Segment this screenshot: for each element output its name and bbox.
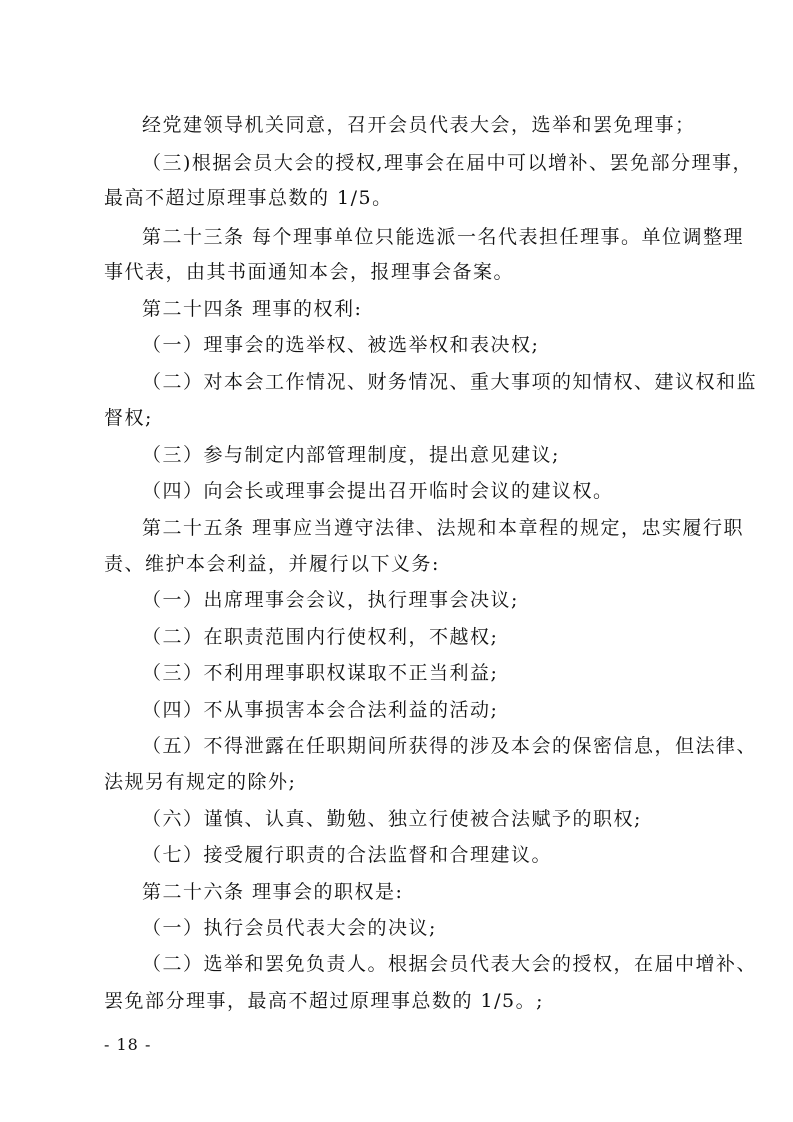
text-line: （三）不利用理事职权谋取不正当利益;: [142, 662, 499, 684]
text-line: （二）对本会工作情况、财务情况、重大事项的知情权、建议权和监: [142, 371, 758, 393]
text-line: 事代表，由其书面通知本会，报理事会备案。: [104, 261, 515, 283]
text-line: （二）选举和罢免负责人。根据会员代表大会的授权，在届中增补、: [142, 953, 758, 975]
text-line: 第二十四条 理事的权利:: [142, 298, 363, 320]
text-line: 督权;: [104, 407, 153, 429]
text-line: 第二十三条 每个理事单位只能选派一名代表担任理事。单位调整理: [142, 226, 745, 248]
text-line: 最高不超过原理事总数的 1/5。: [104, 187, 393, 209]
text-line: 责、维护本会利益，并履行以下义务:: [104, 553, 440, 575]
text-line: 法规另有规定的除外;: [104, 771, 297, 793]
text-line: 罢免部分理事，最高不超过原理事总数的 1/5。;: [104, 990, 545, 1012]
text-line: （七）接受履行职责的合法监督和合理建议。: [142, 844, 553, 866]
text-line: （一）出席理事会会议，执行理事会决议;: [142, 589, 519, 611]
text-line: 第二十六条 理事会的职权是:: [142, 881, 404, 903]
text-line: （三)根据会员大会的授权,理事会在届中可以增补、罢免部分理事，: [142, 152, 753, 174]
page-number: - 18 -: [104, 1035, 152, 1054]
text-line: （一）理事会的选举权、被选举权和表决权;: [142, 334, 540, 356]
text-line: （一）执行会员代表大会的决议;: [142, 917, 437, 939]
text-line: （四）向会长或理事会提出召开临时会议的建议权。: [142, 480, 614, 502]
text-line: 经党建领导机关同意，召开会员代表大会，选举和罢免理事；: [142, 114, 696, 136]
text-line: （六）谨慎、认真、勤勉、独立行使被合法赋予的职权;: [142, 808, 642, 830]
text-line: （二）在职责范围内行使权利，不越权;: [142, 626, 499, 648]
text-line: （四）不从事损害本会合法利益的活动;: [142, 699, 499, 721]
text-line: （五）不得泄露在任职期间所获得的涉及本会的保密信息，但法律、: [142, 735, 758, 757]
text-line: （三）参与制定内部管理制度，提出意见建议;: [142, 444, 560, 466]
text-line: 第二十五条 理事应当遵守法律、法规和本章程的规定，忠实履行职: [142, 517, 745, 539]
